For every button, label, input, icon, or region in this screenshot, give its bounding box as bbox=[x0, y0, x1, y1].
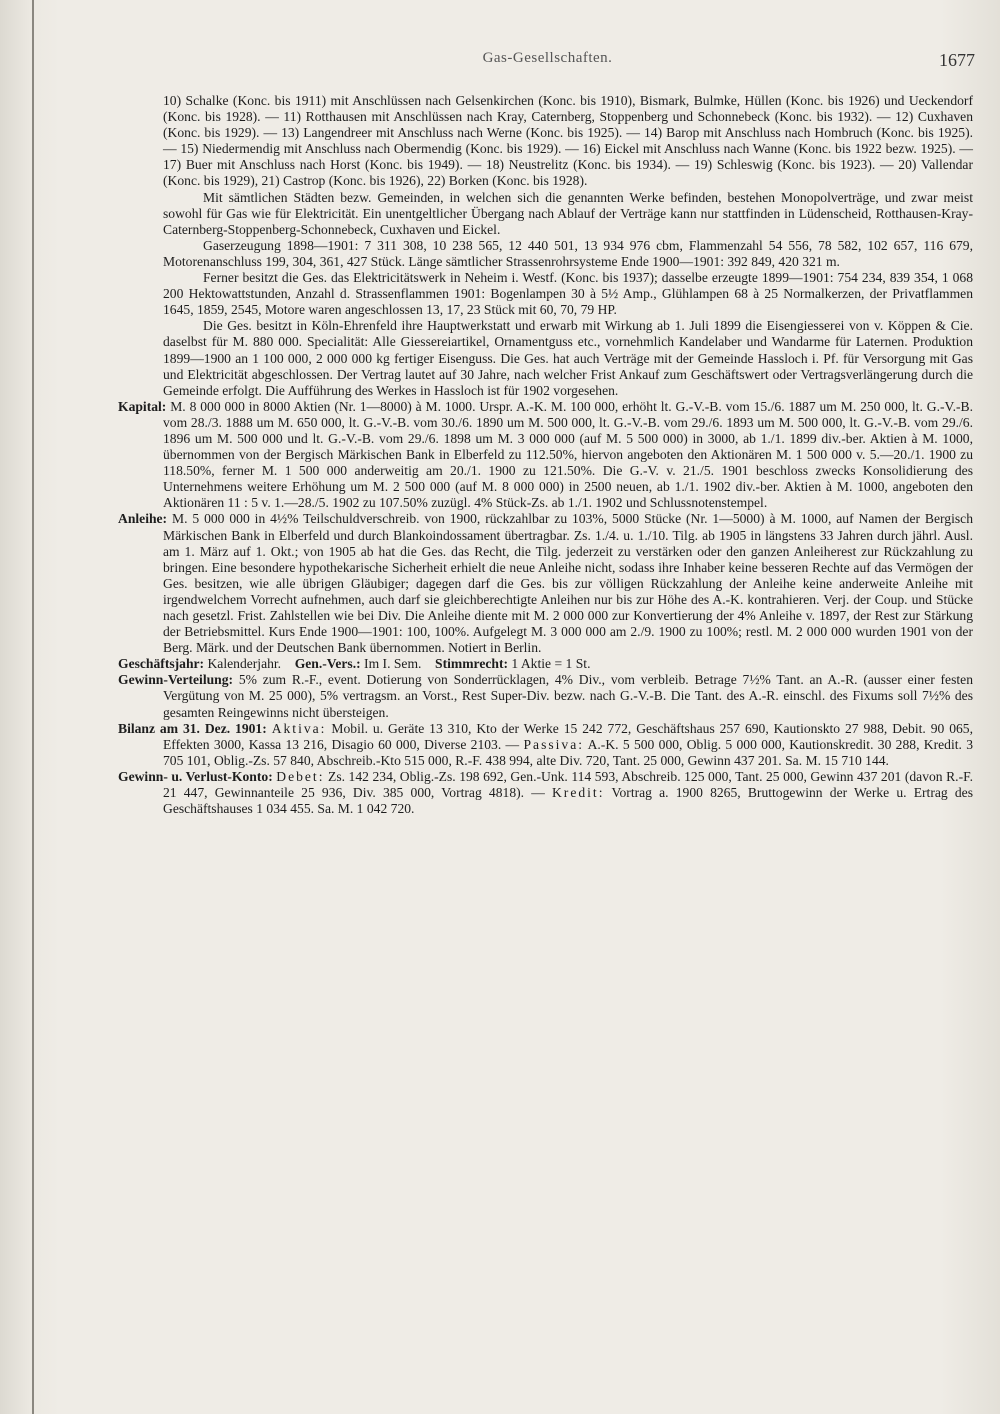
debet-label: Debet: bbox=[276, 768, 325, 784]
stimmrecht-text: 1 Aktie = 1 St. bbox=[511, 656, 591, 672]
gewinn-verteilung-label: Gewinn-Verteilung: bbox=[118, 672, 234, 688]
bilanz-label: Bilanz am 31. Dez. 1901: bbox=[118, 720, 267, 736]
entry-gewinn-verlust-konto bbox=[118, 769, 973, 817]
kapital-label: Kapital: bbox=[118, 398, 167, 414]
kredit-text: Vortrag a. 1900 8265, Bruttogewinn der Werke u. Ertrag des Geschäftshauses 1 034 455. Sa. M. 1 042 720. bbox=[163, 785, 973, 817]
page-header bbox=[120, 50, 975, 72]
passiva-label: Passiva: bbox=[523, 736, 585, 752]
page-number: 1677 bbox=[939, 50, 975, 70]
anleihe-label: Anleihe: bbox=[118, 511, 168, 527]
entry-gewinn-verteilung bbox=[118, 672, 973, 720]
geschaeftsjahr-label: Geschäftsjahr: bbox=[118, 656, 205, 672]
anleihe-text: M. 5 000 000 in 4½% Teilschuldverschreib. von 1900, rückzahlbar zu 103%, 5000 Stücke (Nr. 1—5000) à M. 1000, auf Namen der Bergisch Märkischen Bank in Elberfeld und durch Blankoindossament übertragbar. Zs. 1./4. u. 1./10. Tilg. ab 1905 in längstens 33 Jahren durch jährl. Ausl. am 1. März auf 1. Okt.; von 1905 ab hat die Ges. das Recht, die Tilg. jederzeit zu verstärken oder den ganzen Anleiherest zur Rückzahlung zu bringen. Eine besondere hypothekarische Sicherheit erhielt die neue Anleihe nicht, sodass ihre Inhaber keine besseren Rechte auf das Vermögen der Ges. besitzen, wie alle übrigen Gläubiger; dagegen darf die Ges. bis zur völligen Rückzahlung der Anleihe keine anderweite Anleihe mit irgendwelchem Vorrecht aufnehmen, auch darf sie gleichberechtigte Anleihen nur bis zur Höhe des A.-K. kontrahieren. Verj. der Coup. und Stücke nach gesetzl. Frist. Zahlstellen wie bei Div. Die Anleihe diente mit M. 2 000 000 zur Konvertierung der 4% Anleihe v. 1897, der Rest zur Stärkung der Betriebsmittel. Kurs Ende 1900—1901: 100, 100%. Aufgelegt M. 3 000 000 am 2./9. 1900 zu 100%; restl. M. 2 000 000 wurden 1901 von der Berg. Märk. und der Deutschen Bank übernommen. Notiert in Berlin. bbox=[163, 511, 973, 656]
paragraph-hauptwerkstatt: Die Ges. besitzt in Köln-Ehrenfeld ihre Hauptwerkstatt und erwarb mit Wirkung ab 1. Juli 1899 die Eisengiesserei von v. Köppen & Cie. daselbst für M. 880 000. Specialität: Alle Giessereiartikel, Ornamentguss etc., vornehmlich Kandelaber und Wandarme für Laternen. Produktion 1899—1900 an 1 100 000, 2 000 000 kg fertiger Eisenguss. Die Ges. hat auch Verträge mit der Gemeinde Hassloch i. Pf. für Versorgung mit Gas und Elektricität abgeschlossen. Der Vertrag lautet auf 30 Jahre, nach welcher Frist Ankauf zum Geschäftswert oder Vertragsverlängerung durch die Gemeinde erfolgt. Die Aufführung des Werkes in Hassloch ist für 1902 vorgesehen. bbox=[163, 318, 973, 398]
entry-bilanz bbox=[118, 721, 973, 769]
page-body bbox=[118, 93, 973, 817]
paragraph-gaserzeugung: Gaserzeugung 1898—1901: 7 311 308, 10 238 565, 12 440 501, 13 934 976 cbm, Flammenzahl 54 556, 78 582, 102 657, 116 679, Motorenanschluss 199, 304, 361, 427 Stück. Länge sämtlicher Strassenrohrsysteme Ende 1900—1901: 392 849, 420 321 m. bbox=[163, 237, 973, 269]
aktiva-label: Aktiva: bbox=[271, 720, 327, 736]
aktiva-text: Mobil. u. Geräte 13 310, Kto der Werke 15 242 772, Geschäftshaus 257 690, Kautionskto 27 988, Debit. 90 065, Effekten 3000, Kassa 13 216, Disagio 60 000, Diverse 2103. — bbox=[163, 720, 974, 752]
running-title: Gas-Gesellschaften. bbox=[482, 50, 613, 66]
entry-kapital bbox=[118, 399, 973, 512]
gen-vers-text: Im I. Sem. bbox=[364, 656, 422, 672]
geschaeftsjahr-text: Kalenderjahr. bbox=[207, 656, 282, 672]
passiva-text: A.-K. 5 500 000, Oblig. 5 000 000, Kautionskredit. 30 288, Kredit. 3 705 101, Oblig.-Zs. 57 840, Abschreib.-Kto 515 000, R.-F. 438 994, alte Div. 720, Tant. 25 000, Gewinn 437 201. Sa. M. 15 710 144. bbox=[163, 736, 974, 768]
debet-text: Zs. 142 234, Oblig.-Zs. 198 692, Gen.-Unk. 114 593, Abschreib. 125 000, Tant. 25 000, Gewinn 437 201 (davon R.-F. 21 447, Gewinnanteile 25 936, Div. 385 000, Vortrag 4818). — bbox=[163, 768, 973, 801]
paragraph-elektricitaetswerk: Ferner besitzt die Ges. das Elektricitätswerk in Neheim i. Westf. (Konc. bis 1937); dasselbe erzeugte 1899—1901: 754 234, 839 354, 1 068 200 Hektowattstunden, Anzahl d. Strassenflammen 1901: Bogenlampen 30 à 5½ Amp., Glühlampen 68 à 25 Normalkerzen, der Privatflammen 1645, 1859, 2545, Motore waren angeschlossen 13, 17, 23 Stück mit 60, 70, 79 HP. bbox=[163, 270, 973, 318]
kapital-text: M. 8 000 000 in 8000 Aktien (Nr. 1—8000) à M. 1000. Urspr. A.-K. M. 100 000, erhöht lt. G.-V.-B. vom 15./6. 1887 um M. 250 000, lt. G.-V.-B. vom 28./3. 1888 um M. 650 000, lt. G.-V.-B. vom 30./6. 1890 um M. 500 000, lt. G.-V.-B. vom 29./6. 1893 um M. 500 000, lt. G.-V.-B. vom 29./6. 1896 um M. 500 000 und lt. G.-V.-B. vom 29./6. 1898 um M. 3 000 000 (auf M. 5 500 000) in 3000, ab 1./1. 1899 div.-ber. Aktien à M. 1000, übernommen von der Bergisch Märkischen Bank in Elberfeld zu 112.50%, hiervon angeboten den Aktionären M. 1 500 000 v. 5.—20./1. 1900 zu 118.50%, ferner M. 1 500 000 anderweitig am 20./1. 1900 zu 121.50%. Die G.-V. v. 21./5. 1901 beschloss zwecks Konsolidierung des Unternehmens weitere Erhöhung um M. 2 500 000 (auf M. 8 000 000) in 2500 neuen, ab 1./1. 1902 div.-ber. Aktien à M. 1000, angeboten den Aktionären 11 : 5 v. 1.—28./5. 1902 zu 107.50% zuzügl. 4% Stück-Zs. ab 1./1. 1902 und Schlussnotenstempel. bbox=[163, 398, 973, 511]
kredit-label: Kredit: bbox=[551, 785, 605, 801]
entry-geschaeftsjahr bbox=[118, 656, 973, 672]
entry-anleihe bbox=[118, 511, 973, 656]
paragraph-monopolvertraege: Mit sämtlichen Städten bezw. Gemeinden, in welchen sich die genannten Werke befinden, bestehen Monopolverträge, und zwar meist sowohl für Gas wie für Elektricität. Ein unentgeltlicher Übergang nach Ablauf der Verträge kann nur stattfinden in Lüdenscheid, Rotthausen-Kray-Caternberg-Stoppenberg-Schonnebeck, Cuxhaven und Eickel. bbox=[163, 189, 973, 237]
gen-vers-label: Gen.-Vers.: bbox=[294, 656, 361, 672]
binding-edge bbox=[32, 0, 34, 1414]
stimmrecht-label: Stimmrecht: bbox=[435, 656, 509, 672]
gewinn-verteilung-text: 5% zum R.-F., event. Dotierung von Sonderrücklagen, 4% Div., vom verbleib. Betrage 7½% Tant. an A.-R. (ausser einer festen Vergütung von M. 25 000), 5% vertragsm. an Vorst., Rest Super-Div. bezw. nach G.-V.-B. Die Tant. des A.-R. einschl. des Fixums soll 7½% des gesamten Reingewinns nicht übersteigen. bbox=[163, 672, 973, 720]
paragraph-werke-list: 10) Schalke (Konc. bis 1911) mit Anschlüssen nach Gelsenkirchen (Konc. bis 1910), Bismark, Bulmke, Hüllen (Konc. bis 1926) und Ueckendorf (Konc. bis 1928). — 11) Rotthausen mit Anschlüssen nach Kray, Caternberg, Stoppenberg und Schonnebeck (Konc. bis 1932). — 12) Cuxhaven (Konc. bis 1929). — 13) Langendreer mit Anschluss nach Werne (Konc. bis 1925). — 14) Barop mit Anschluss nach Hombruch (Konc. bis 1925). — 15) Niedermendig mit Anschluss nach Obermendig (Konc. bis 1929). — 16) Eickel mit Anschluss nach Wanne (Konc. bis 1922 bezw. 1925). — 17) Buer mit Anschluss nach Horst (Konc. bis 1949). — 18) Neustrelitz (Konc. bis 1934). — 19) Schleswig (Konc. bis 1923). — 20) Vallendar (Konc. bis 1929), 21) Castrop (Konc. bis 1926), 22) Borken (Konc. bis 1928). bbox=[163, 93, 973, 189]
gewinn-verlust-label: Gewinn- u. Verlust-Konto: bbox=[118, 768, 273, 784]
